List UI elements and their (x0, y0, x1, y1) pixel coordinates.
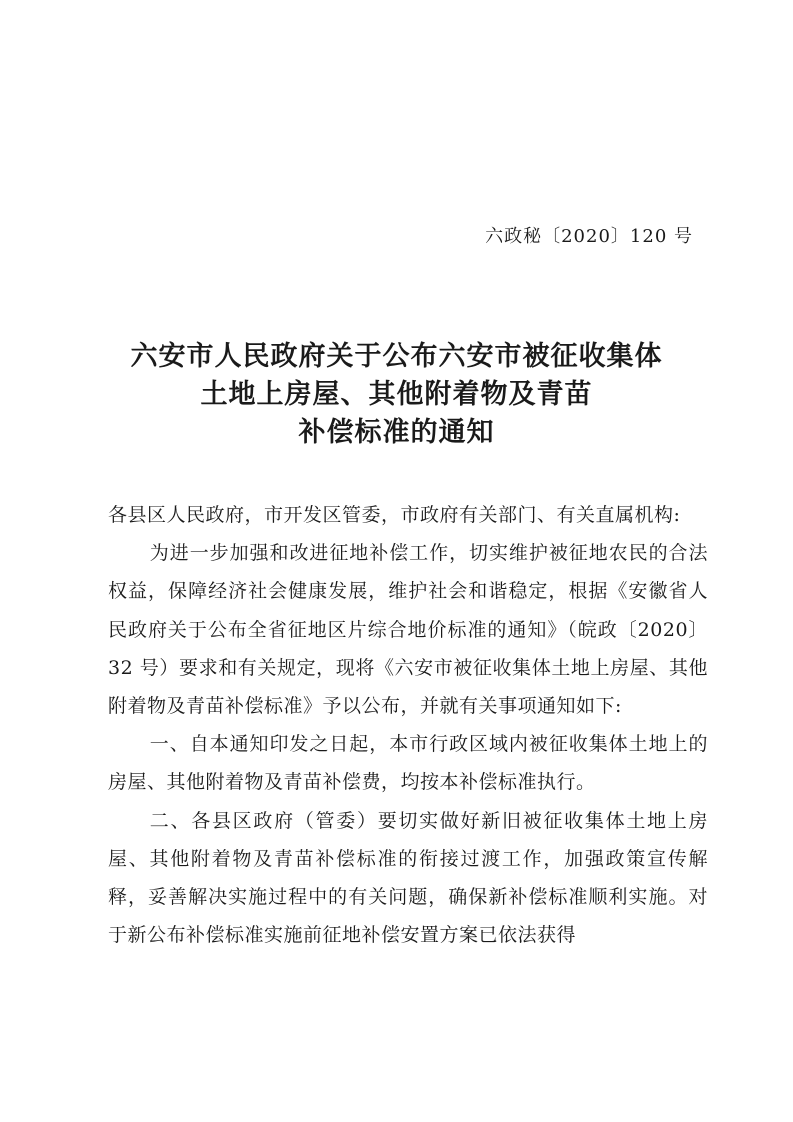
paragraph-item-2: 二、各县区政府（管委）要切实做好新旧被征收集体土地上房屋、其他附着物及青苗补偿标准的衔接过渡工作，加强政策宣传解释，妥善解决实施过程中的有关问题，确保新补偿标准顺利实施。对于新公布补偿标准实施前征地补偿安置方案已依法获得 (108, 809, 708, 947)
title-line-1: 六安市人民政府关于公布六安市被征收集体 (130, 341, 663, 372)
paragraph-item-1: 一、自本通知印发之日起，本市行政区域内被征收集体土地上的房屋、其他附着物及青苗补偿费，均按本补偿标准执行。 (108, 733, 708, 794)
salutation: 各县区人民政府，市开发区管委，市政府有关部门、有关直属机构: (108, 504, 681, 526)
paragraph-intro: 为进一步加强和改进征地补偿工作，切实维护被征地农民的合法权益，保障经济社会健康发展，维护社会和谐稳定，根据《安徽省人民政府关于公布全省征地区片综合地价标准的通知》（皖政〔2020〕32 号）要求和有关规定，现将《六安市被征收集体土地上房屋、其他附着物及青苗补偿标准》予以公布，并就有关事项通知如下: (108, 542, 708, 718)
document-body (108, 496, 708, 954)
document-title (0, 338, 793, 452)
document-number: 六政秘〔2020〕120 号 (485, 226, 693, 247)
title-line-2: 土地上房屋、其他附着物及青苗 (200, 379, 593, 410)
title-line-3: 补偿标准的通知 (298, 417, 495, 448)
